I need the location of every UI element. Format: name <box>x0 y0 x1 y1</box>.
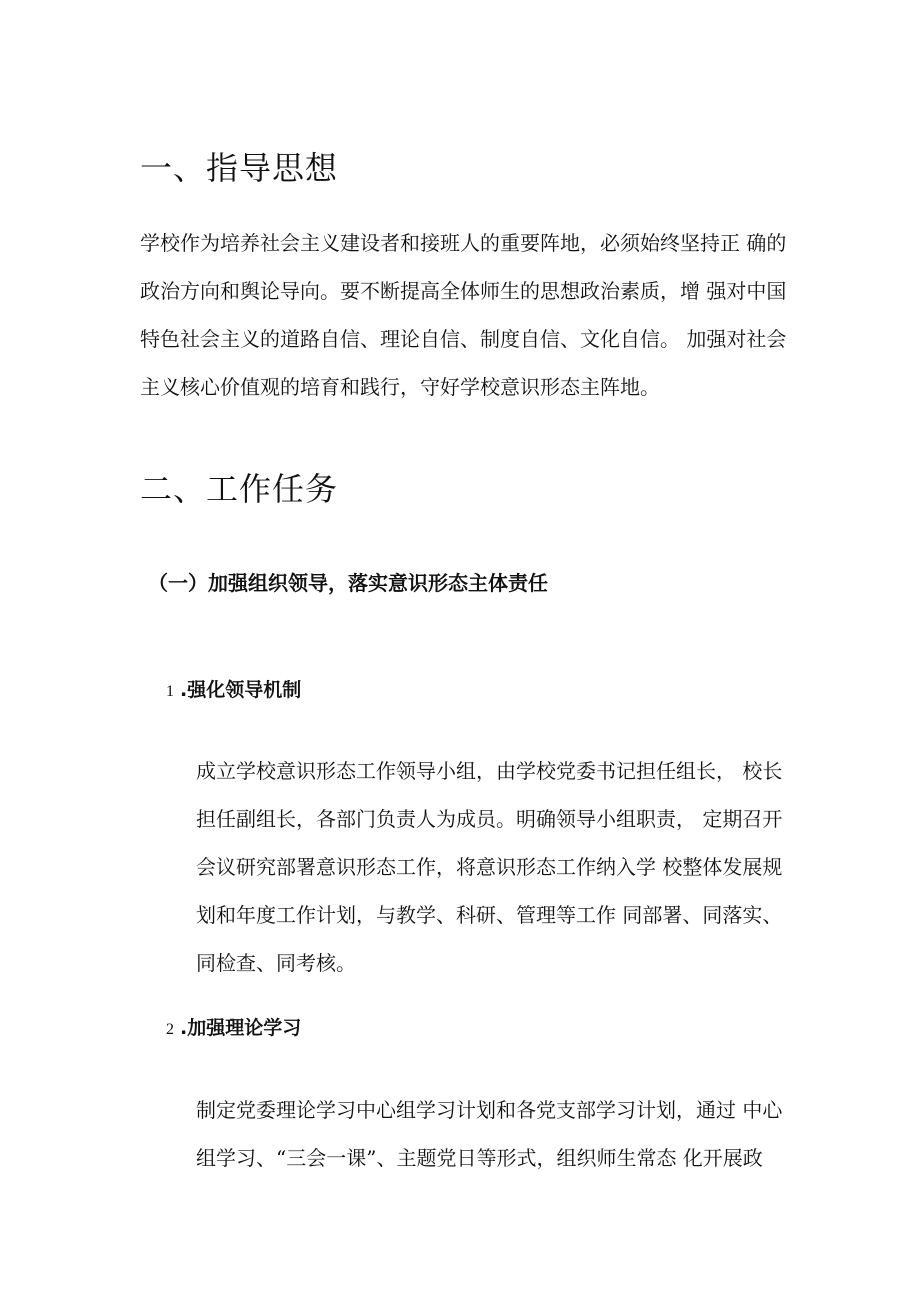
section-heading-work-tasks: 二、工作任务 <box>140 470 339 508</box>
item-number: 1 <box>166 683 174 700</box>
section-heading-guiding-ideology: 一、指导思想 <box>140 149 339 187</box>
paragraph-line: 政治方向和舆论导向。要不断提高全体师生的思想政治素质，增 强对中国 <box>140 279 787 303</box>
paragraph-line: 特色社会主义的道路自信、理论自信、制度自信、文化自信。 加强对社会 <box>140 327 787 351</box>
item-title: .强化领导机制 <box>180 679 302 701</box>
paragraph-line: 组学习、“三会一课”、主题党日等形式，组织师生常态 化开展政 <box>196 1146 763 1170</box>
item-heading-leadership-mechanism <box>166 677 301 705</box>
item-number: 2 <box>166 1021 174 1038</box>
item-heading-theory-study <box>166 1015 301 1043</box>
item-title: .加强理论学习 <box>180 1017 302 1039</box>
subsection-heading-organization: （一）加强组织领导，落实意识形态主体责任 <box>148 571 548 595</box>
paragraph-line: 主义核心价值观的培育和践行，守好学校意识形态主阵地。 <box>140 375 660 399</box>
paragraph-line: 划和年度工作计划，与教学、科研、管理等工作 同部署、同落实、 <box>196 903 783 927</box>
paragraph-line: 制定党委理论学习中心组学习计划和各党支部学习计划，通过 中心 <box>196 1098 783 1122</box>
paragraph-line: 同检查、同考核。 <box>196 951 356 975</box>
leadership-mechanism-paragraph <box>196 747 782 987</box>
paragraph-line: 会议研究部署意识形态工作，将意识形态工作纳入学 校整体发展规 <box>196 855 783 879</box>
paragraph-line: 学校作为培养社会主义建设者和接班人的重要阵地，必须始终坚持正 确的 <box>140 231 787 255</box>
theory-study-paragraph <box>196 1086 782 1182</box>
paragraph-line: 成立学校意识形态工作领导小组，由学校党委书记担任组长， 校长 <box>196 759 783 783</box>
guiding-ideology-paragraph <box>140 219 786 411</box>
paragraph-line: 担任副组长，各部门负责人为成员。明确领导小组职责， 定期召开 <box>196 807 783 831</box>
